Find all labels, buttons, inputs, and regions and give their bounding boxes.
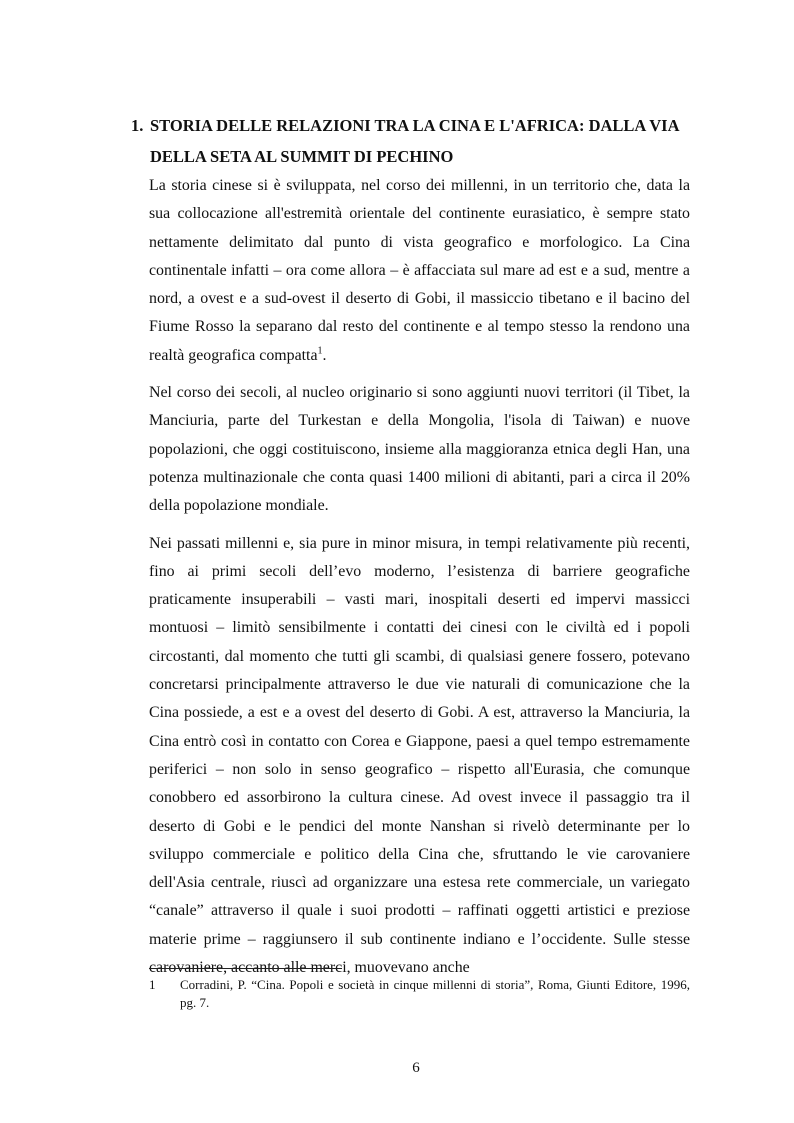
page-number: 6 [412,1060,420,1076]
footnote-text: Corradini, P. “Cina. Popoli e società in cinque millenni di storia”, Roma, Giunti Editore, 1996, pg. 7. [180,977,690,1010]
paragraph-text: La storia cinese si è sviluppata, nel corso dei millenni, in un territorio che, data la sua collocazione all'estremità orientale del continente eurasiatico, è sempre stato nettamente delimitato dal punto di vista geografico e morfologico. La Cina continentale infatti – ora come allora – è affacciata sul mare ad est e a sud, mentre a nord, a ovest e a sud-ovest il deserto di Gobi, il massiccio tibetano e il bacino del Fiume Rosso la separano dal resto del continente e al tempo stesso la rendono una realtà geografica compatta [149,177,690,364]
footnote [149,976,690,1012]
paragraph-text: Nei passati millenni e, sia pure in minor misura, in tempi relativamente più recenti, fino ai primi secoli dell’evo moderno, l’esistenza di barriere geografiche praticamente insuperabili – vasti mari, inospitali deserti ed impervi massicci montuosi – limitò sensibilmente i contatti dei cinesi con le civiltà ed i popoli circostanti, dal momento che tutti gli scambi, di qualsiasi genere fossero, potevano concretarsi principalmente attraverso le due vie naturali di comunicazione che la Cina possiede, a est e a ovest del deserto di Gobi. A est, attraverso la Manciuria, la Cina entrò così in contatto con Corea e Giappone, paesi a quel tempo estremamente periferici – non solo in senso geografico – rispetto all'Eurasia, che comunque conobbero ed assorbirono la cultura cinese. Ad ovest invece il passaggio tra il deserto di Gobi e le pendici del monte Nanshan si rivelò determinante per lo sviluppo commerciale e politico della Cina che, sfruttando le vie carovaniere dell'Asia centrale, riuscì ad organizzare una estesa rete commerciale, un variegato “canale” attraverso il quale i suoi prodotti – raffinati oggetti artistici e preziose materie prime – raggiunsero il sub continente indiano e l’occidente. Sulle stesse carovaniere, accanto alle merci, muovevano anche [149,534,690,977]
chapter-heading [131,110,691,172]
body-text [149,172,690,991]
paragraph [149,379,690,520]
paragraph-text: Nel corso dei secoli, al nucleo originario si sono aggiunti nuovi territori (il Tibet, la Manciuria, parte del Turkestan e della Mongolia, l'isola di Taiwan) e nuove popolazioni, che oggi costituiscono, insieme alla maggioranza etnica degli Han, una potenza multinazionale che conta quasi 1400 milioni di abitanti, pari a circa il 20% della popolazione mondiale. [149,384,690,515]
paragraph [149,172,690,370]
footnote-reference[interactable]: 1 [317,345,323,357]
chapter-number: 1. [131,116,144,135]
paragraph [149,530,690,983]
chapter-title: STORIA DELLE RELAZIONI TRA LA CINA E L'AFRICA: DALLA VIA DELLA SETA AL SUMMIT DI PECHINO [150,116,679,166]
paragraph-end: . [322,346,327,364]
footnote-number: 1 [149,977,156,992]
footnote-separator [149,968,342,969]
